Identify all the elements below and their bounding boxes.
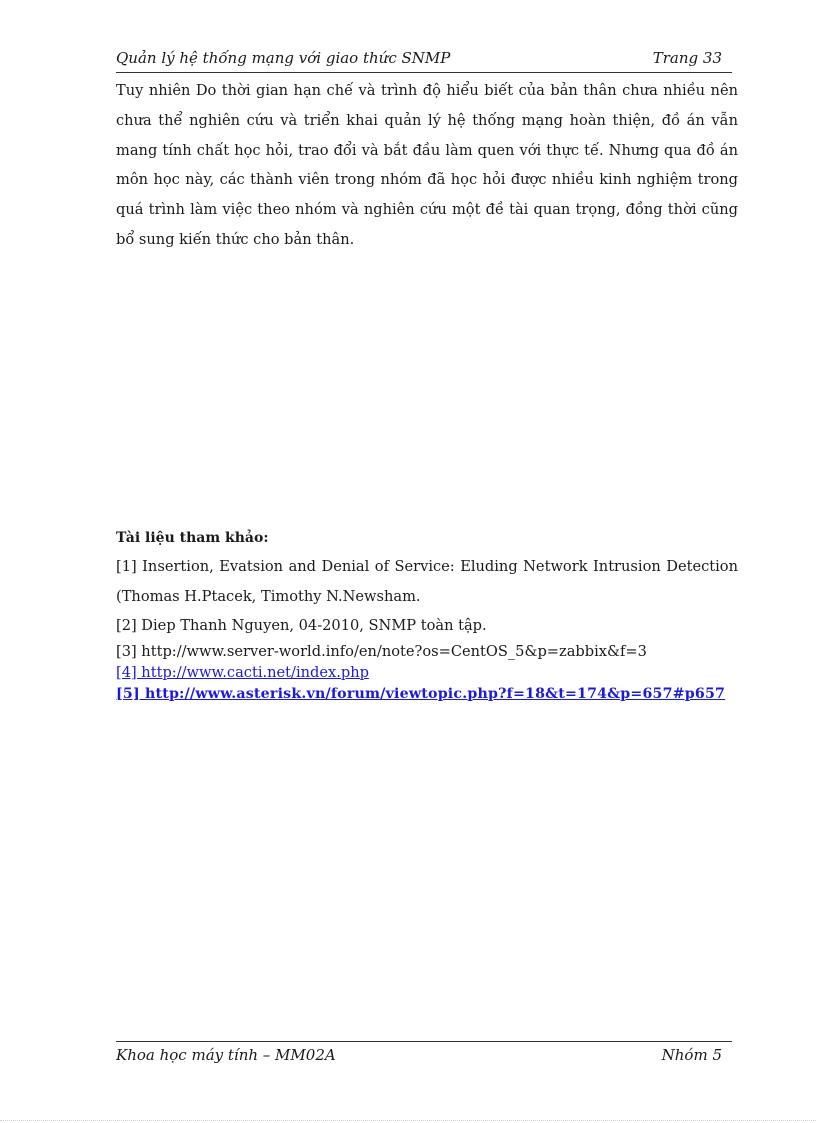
references-heading: Tài liệu tham khảo: [116, 530, 269, 546]
header-title: Quản lý hệ thống mạng với giao thức SNMP [116, 49, 451, 67]
reference-item-3: [3] http://www.server-world.info/en/note?os=CentOS_5&p=zabbix&f=3 [116, 642, 647, 660]
reference-link-4[interactable]: [4] http://www.cacti.net/index.php [116, 663, 369, 681]
body-text [116, 76, 738, 255]
reference-item-2: [2] Diep Thanh Nguyen, 04-2010, SNMP toàn tập. [116, 617, 487, 634]
references-section [116, 524, 738, 705]
footer-right-text: Nhóm 5 [661, 1046, 722, 1064]
header-page-number: Trang 33 [652, 49, 722, 67]
page-footer [116, 1041, 732, 1068]
reference-link-5[interactable]: [5] http://www.asterisk.vn/forum/viewtopic.php?f=18&t=174&p=657#p657 [116, 685, 726, 702]
reference-item-1: [1] Insertion, Evatsion and Denial of Service: Eluding Network Intrusion Detection (Thomas H.Ptacek, Timothy N.Newsham. [116, 558, 738, 605]
body-paragraph: Tuy nhiên Do thời gian hạn chế và trình độ hiểu biết của bản thân chưa nhiều nên chưa thể nghiên cứu và triển khai quản lý hệ thống mạng hoàn thiện, đồ án vẫn mang tính chất học hỏi, trao đổi và bắt đầu làm quen với thực tế. Nhưng qua đồ án môn học này, các thành viên trong nhóm đã học hỏi được nhiều kinh nghiệm trong quá trình làm việc theo nhóm và nghiên cứu một đề tài quan trọng, đồng thời cũng bổ sung kiến thức cho bản thân. [116, 82, 738, 248]
page-bottom-divider [0, 1120, 816, 1121]
footer-left-text: Khoa học máy tính – MM02A [116, 1046, 336, 1064]
page-header [116, 46, 732, 73]
